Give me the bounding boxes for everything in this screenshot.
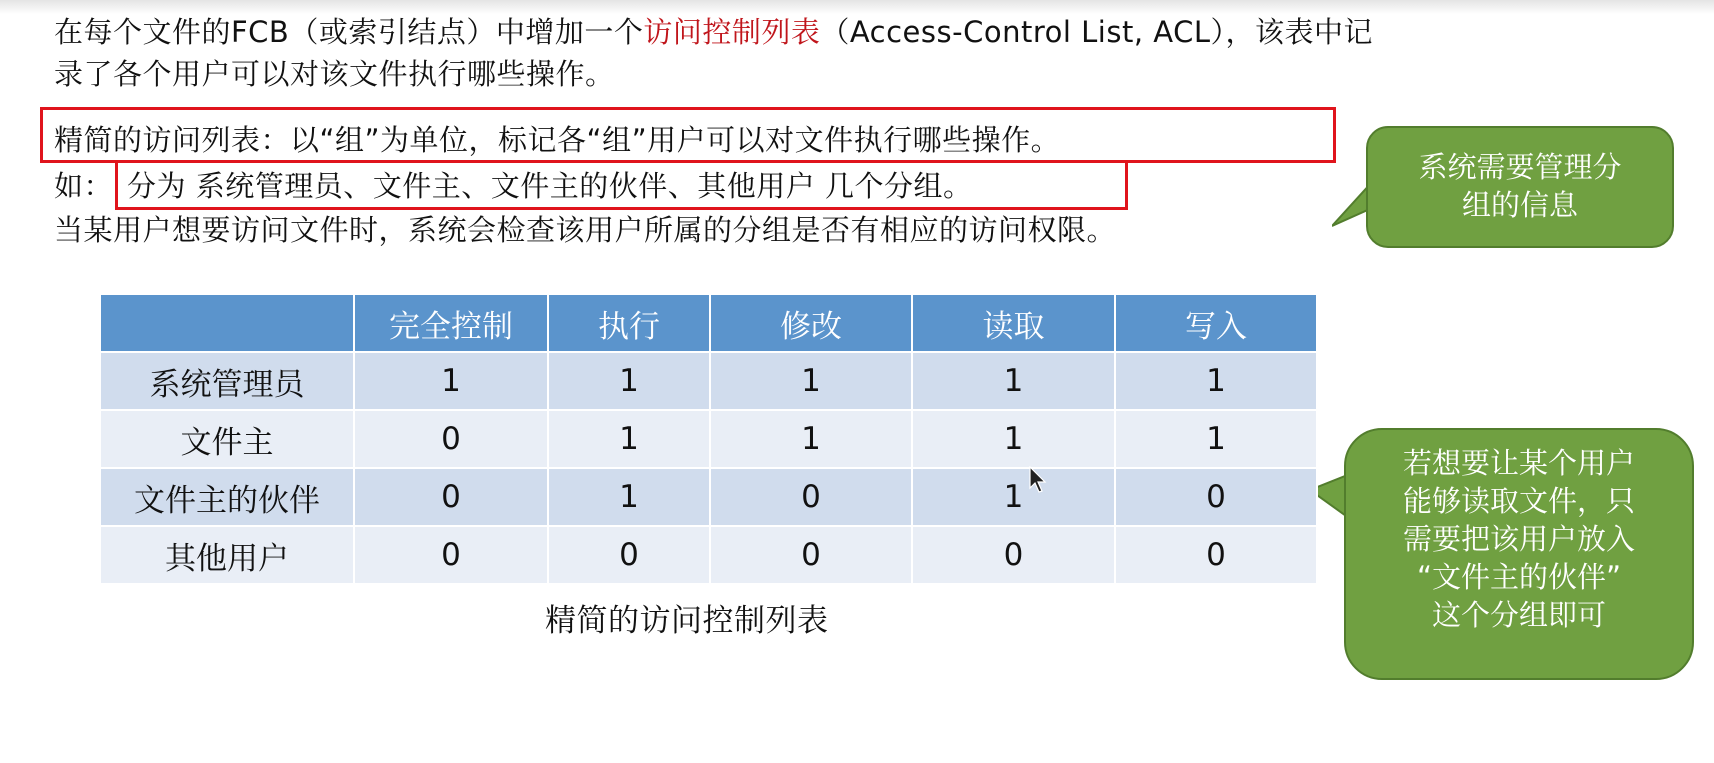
intro-text-after: （Access-Control List, ACL），该表中记 — [820, 15, 1373, 49]
definition-highlight-box — [40, 107, 1336, 163]
intro-text-before: 在每个文件的FCB（或索引结点）中增加一个 — [54, 15, 644, 49]
callout-group-info — [1366, 126, 1674, 248]
groups-highlight-box — [115, 160, 1128, 210]
header-execute: 执行 — [548, 294, 710, 352]
table-row — [100, 526, 1317, 584]
table-cell: 0 — [354, 410, 548, 468]
acl-table — [99, 293, 1318, 585]
header-modify: 修改 — [710, 294, 912, 352]
table-cell: 1 — [548, 352, 710, 410]
table-cell: 0 — [710, 526, 912, 584]
row-group-name: 其他用户 — [100, 526, 354, 584]
table-cell: 1 — [354, 352, 548, 410]
table-cell: 0 — [1115, 468, 1317, 526]
table-row — [100, 410, 1317, 468]
callout-bottom-line-1: 若想要让某个用户 — [1402, 446, 1635, 480]
intro-line-2: 录了各个用户可以对该文件执行哪些操作。 — [54, 57, 615, 91]
table-cell: 1 — [710, 410, 912, 468]
callout-bottom-line-3: 需要把该用户放入 — [1402, 522, 1635, 556]
table-cell: 1 — [912, 352, 1115, 410]
table-cell: 0 — [354, 526, 548, 584]
row-group-name: 文件主 — [100, 410, 354, 468]
access-check-note: 当某用户想要访问文件时，系统会检查该用户所属的分组是否有相应的访问权限。 — [54, 213, 1117, 247]
table-cell: 1 — [1115, 352, 1317, 410]
table-cell: 1 — [548, 468, 710, 526]
callout-bottom-line-2: 能够读取文件，只 — [1402, 484, 1635, 518]
intro-line-1 — [54, 12, 1373, 52]
simplified-definition: 精简的访问列表：以“组”为单位，标记各“组”用户可以对文件执行哪些操作。 — [54, 123, 1061, 157]
header-full-control: 完全控制 — [354, 294, 548, 352]
example-prefix: 如： — [54, 169, 114, 203]
callout-bottom-line-4: “文件主的伙伴” — [1416, 560, 1622, 594]
table-cell: 0 — [1115, 526, 1317, 584]
callout-bottom-line-5: 这个分组即可 — [1431, 598, 1606, 632]
table-cell: 1 — [1115, 410, 1317, 468]
header-write: 写入 — [1115, 294, 1317, 352]
callout-top-line-2: 组的信息 — [1461, 188, 1578, 222]
row-group-name: 文件主的伙伴 — [100, 468, 354, 526]
table-cell: 0 — [710, 468, 912, 526]
table-cell: 0 — [354, 468, 548, 526]
table-header-row — [100, 294, 1317, 352]
table-cell: 0 — [912, 526, 1115, 584]
header-corner — [100, 294, 354, 352]
table-cell: 1 — [710, 352, 912, 410]
callout-read-access-tip — [1344, 428, 1694, 680]
table-row — [100, 352, 1317, 410]
table-caption: 精简的访问控制列表 — [545, 603, 829, 639]
header-read: 读取 — [912, 294, 1115, 352]
table-cell: 1 — [912, 468, 1115, 526]
mouse-cursor-icon — [1029, 466, 1047, 494]
table-cell: 1 — [548, 410, 710, 468]
row-group-name: 系统管理员 — [100, 352, 354, 410]
table-row — [100, 468, 1317, 526]
acl-highlight: 访问控制列表 — [643, 15, 821, 49]
example-groups: 分为 系统管理员、文件主、文件主的伙伴、其他用户 几个分组。 — [127, 169, 973, 203]
callout-top-line-1: 系统需要管理分 — [1418, 150, 1622, 184]
table-cell: 0 — [548, 526, 710, 584]
table-cell: 1 — [912, 410, 1115, 468]
